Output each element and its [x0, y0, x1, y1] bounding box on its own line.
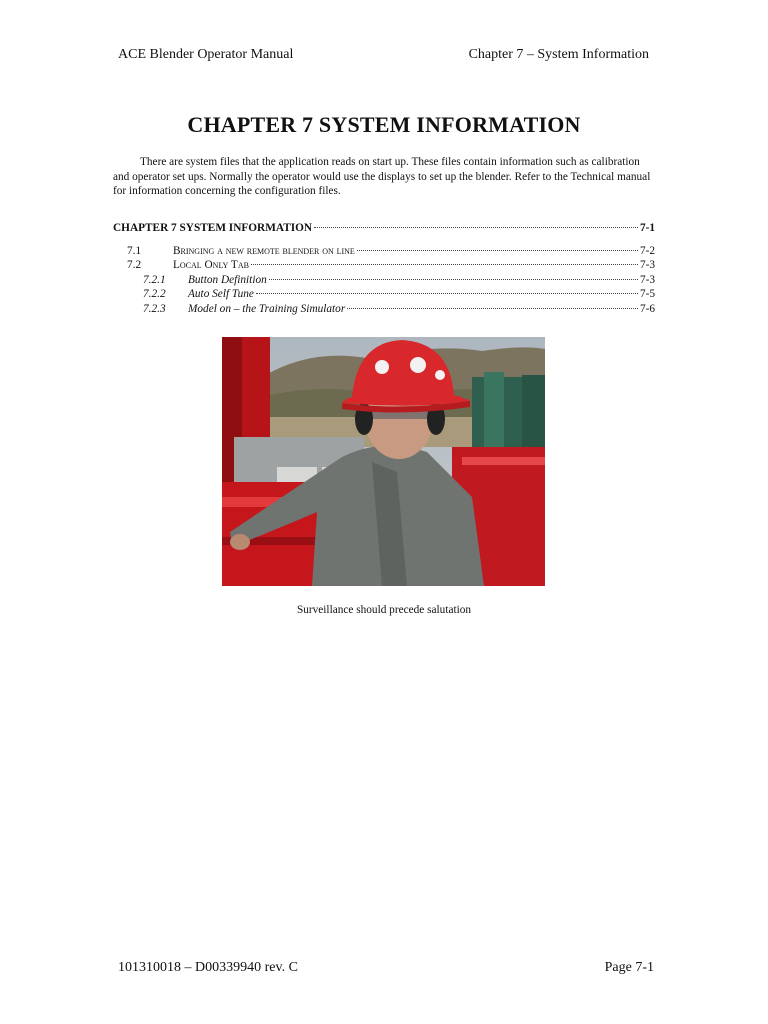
header-chapter-title: Chapter 7 – System Information	[468, 47, 649, 62]
toc-leader-dots	[357, 249, 638, 251]
toc-entry-text: Local Only Tab	[173, 259, 249, 271]
toc-leader-dots	[347, 307, 638, 309]
chapter-title: CHAPTER 7 SYSTEM INFORMATION	[187, 112, 581, 137]
toc-entry-text: Bringing a new remote blender on line	[173, 244, 355, 257]
toc-entry-text: Auto Self Tune	[188, 288, 254, 300]
toc-leader-dots	[314, 226, 638, 228]
toc-entry-page: 7-6	[639, 302, 655, 315]
toc-entry-7-2-2[interactable]	[113, 288, 655, 303]
intro-paragraph: There are system files that the application reads on start up. These files contain information such as calibration and operator set ups. Normally the operator would use the displays to set up the blender. Refer to the Technical manual for information concerning the configuration files.	[113, 156, 651, 197]
toc-entry-7-1[interactable]	[113, 245, 655, 260]
photo-caption: Surveillance should precede salutation	[296, 604, 472, 616]
toc-entry-page: 7-3	[639, 273, 655, 286]
toc-entry-page: 7-5	[639, 288, 655, 300]
toc-entry-text: CHAPTER 7 SYSTEM INFORMATION	[113, 222, 313, 234]
worker-photo	[222, 337, 545, 586]
toc-entry-number: 7.1	[127, 244, 142, 257]
toc-entry-page: 7-1	[639, 222, 655, 234]
footer-document-number: 101310018 – D00339940 rev. C	[118, 960, 298, 975]
toc-leader-dots	[251, 263, 638, 265]
toc-entry-7-2[interactable]	[113, 259, 655, 274]
toc-entry-text: Model on – the Training Simulator	[188, 302, 346, 315]
table-of-contents	[113, 222, 655, 317]
toc-entry-number: 7.2.2	[143, 288, 166, 300]
toc-entry-page: 7-2	[639, 244, 655, 257]
toc-entry-number: 7.2.3	[143, 302, 166, 315]
toc-entry-number: 7.2	[127, 259, 142, 271]
toc-entry-7-2-1[interactable]	[113, 274, 655, 289]
toc-entry-number: 7.2.1	[143, 273, 166, 286]
toc-leader-dots	[256, 292, 638, 294]
photo-illustration	[222, 337, 545, 586]
footer-page-number: Page 7-1	[604, 960, 654, 975]
toc-leader-dots	[269, 278, 638, 280]
toc-entry-page: 7-3	[639, 259, 655, 271]
toc-entry-text: Button Definition	[188, 273, 267, 286]
toc-entry-chapter[interactable]	[113, 222, 655, 237]
header-manual-title: ACE Blender Operator Manual	[118, 47, 294, 62]
toc-entry-7-2-3[interactable]	[113, 303, 655, 318]
